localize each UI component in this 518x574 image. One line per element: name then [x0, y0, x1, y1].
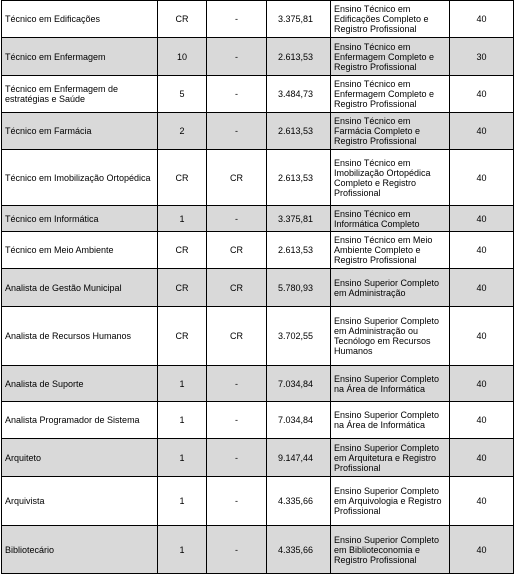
pcd-vacancies-cell: -: [207, 76, 267, 113]
salary-cell: 3.375,81: [267, 1, 331, 38]
salary-cell: 2.613,53: [267, 38, 331, 76]
position-name-cell: Técnico em Edificações: [2, 1, 158, 38]
salary-cell: 3.702,55: [267, 307, 331, 366]
workload-cell: 40: [450, 232, 514, 269]
salary-cell: 7.034,84: [267, 366, 331, 402]
requirement-cell: Ensino Técnico em Imobilização Ortopédica Completo e Registro Profissional: [331, 150, 450, 206]
vacancies-cell: 2: [158, 113, 207, 150]
salary-cell: 2.613,53: [267, 232, 331, 269]
requirement-cell: Ensino Superior Completo em Arquivologia e Registro Profissional: [331, 477, 450, 526]
workload-cell: 40: [450, 402, 514, 439]
vacancies-cell: 1: [158, 402, 207, 439]
salary-cell: 5.780,93: [267, 269, 331, 307]
workload-cell: 40: [450, 307, 514, 366]
position-name-cell: Técnico em Enfermagem: [2, 38, 158, 76]
table-row: [2, 76, 514, 113]
table-row: [2, 150, 514, 206]
table-row: [2, 269, 514, 307]
vacancies-cell: CR: [158, 150, 207, 206]
positions-table: [1, 0, 514, 574]
requirement-cell: Ensino Técnico em Enfermagem Completo e Registro Profissional: [331, 76, 450, 113]
workload-cell: 40: [450, 206, 514, 232]
salary-cell: 7.034,84: [267, 402, 331, 439]
table-row: [2, 307, 514, 366]
position-name-cell: Analista de Suporte: [2, 366, 158, 402]
requirement-cell: Ensino Superior Completo em Arquitetura e Registro Profissional: [331, 439, 450, 477]
table-row: [2, 477, 514, 526]
vacancies-cell: 1: [158, 439, 207, 477]
position-name-cell: Bibliotecário: [2, 526, 158, 574]
workload-cell: 40: [450, 366, 514, 402]
pcd-vacancies-cell: CR: [207, 150, 267, 206]
pcd-vacancies-cell: -: [207, 38, 267, 76]
vacancies-cell: CR: [158, 269, 207, 307]
vacancies-cell: CR: [158, 232, 207, 269]
salary-cell: 4.335,66: [267, 526, 331, 574]
requirement-cell: Ensino Superior Completo na Área de Informática: [331, 366, 450, 402]
vacancies-cell: CR: [158, 1, 207, 38]
table-row: [2, 1, 514, 38]
vacancies-cell: 1: [158, 366, 207, 402]
pcd-vacancies-cell: -: [207, 526, 267, 574]
requirement-cell: Ensino Técnico em Edificações Completo e Registro Profissional: [331, 1, 450, 38]
pcd-vacancies-cell: -: [207, 477, 267, 526]
pcd-vacancies-cell: CR: [207, 269, 267, 307]
pcd-vacancies-cell: -: [207, 366, 267, 402]
pcd-vacancies-cell: -: [207, 113, 267, 150]
position-name-cell: Técnico em Imobilização Ortopédica: [2, 150, 158, 206]
salary-cell: 4.335,66: [267, 477, 331, 526]
position-name-cell: Técnico em Enfermagem de estratégias e Saúde: [2, 76, 158, 113]
vacancies-cell: 1: [158, 477, 207, 526]
position-name-cell: Técnico em Informática: [2, 206, 158, 232]
requirement-cell: Ensino Superior Completo em Administração ou Tecnólogo em Recursos Humanos: [331, 307, 450, 366]
pcd-vacancies-cell: -: [207, 402, 267, 439]
position-name-cell: Analista de Gestão Municipal: [2, 269, 158, 307]
vacancies-cell: CR: [158, 307, 207, 366]
requirement-cell: Ensino Técnico em Enfermagem Completo e Registro Profissional: [331, 38, 450, 76]
position-name-cell: Analista Programador de Sistema: [2, 402, 158, 439]
position-name-cell: Analista de Recursos Humanos: [2, 307, 158, 366]
pcd-vacancies-cell: CR: [207, 307, 267, 366]
requirement-cell: Ensino Técnico em Meio Ambiente Completo e Registro Profissional: [331, 232, 450, 269]
requirement-cell: Ensino Superior Completo em Biblioteconomia e Registro Profissional: [331, 526, 450, 574]
requirement-cell: Ensino Superior Completo em Administração: [331, 269, 450, 307]
workload-cell: 40: [450, 477, 514, 526]
table-row: [2, 113, 514, 150]
salary-cell: 3.484,73: [267, 76, 331, 113]
workload-cell: 40: [450, 526, 514, 574]
pcd-vacancies-cell: -: [207, 206, 267, 232]
table-row: [2, 526, 514, 574]
salary-cell: 3.375,81: [267, 206, 331, 232]
pcd-vacancies-cell: -: [207, 1, 267, 38]
vacancies-cell: 5: [158, 76, 207, 113]
table-row: [2, 439, 514, 477]
workload-cell: 40: [450, 76, 514, 113]
table-row: [2, 402, 514, 439]
requirement-cell: Ensino Técnico em Farmácia Completo e Registro Profissional: [331, 113, 450, 150]
salary-cell: 2.613,53: [267, 150, 331, 206]
position-name-cell: Técnico em Meio Ambiente: [2, 232, 158, 269]
table-row: [2, 366, 514, 402]
workload-cell: 30: [450, 38, 514, 76]
table-row: [2, 206, 514, 232]
position-name-cell: Arquivista: [2, 477, 158, 526]
position-name-cell: Técnico em Farmácia: [2, 113, 158, 150]
vacancies-cell: 1: [158, 206, 207, 232]
workload-cell: 40: [450, 150, 514, 206]
positions-table-body: [2, 1, 514, 574]
vacancies-cell: 10: [158, 38, 207, 76]
table-row: [2, 38, 514, 76]
requirement-cell: Ensino Superior Completo na Área de Informática: [331, 402, 450, 439]
pcd-vacancies-cell: CR: [207, 232, 267, 269]
table-row: [2, 232, 514, 269]
workload-cell: 40: [450, 1, 514, 38]
pcd-vacancies-cell: -: [207, 439, 267, 477]
requirement-cell: Ensino Técnico em Informática Completo: [331, 206, 450, 232]
workload-cell: 40: [450, 269, 514, 307]
salary-cell: 9.147,44: [267, 439, 331, 477]
salary-cell: 2.613,53: [267, 113, 331, 150]
workload-cell: 40: [450, 113, 514, 150]
position-name-cell: Arquiteto: [2, 439, 158, 477]
vacancies-cell: 1: [158, 526, 207, 574]
workload-cell: 40: [450, 439, 514, 477]
